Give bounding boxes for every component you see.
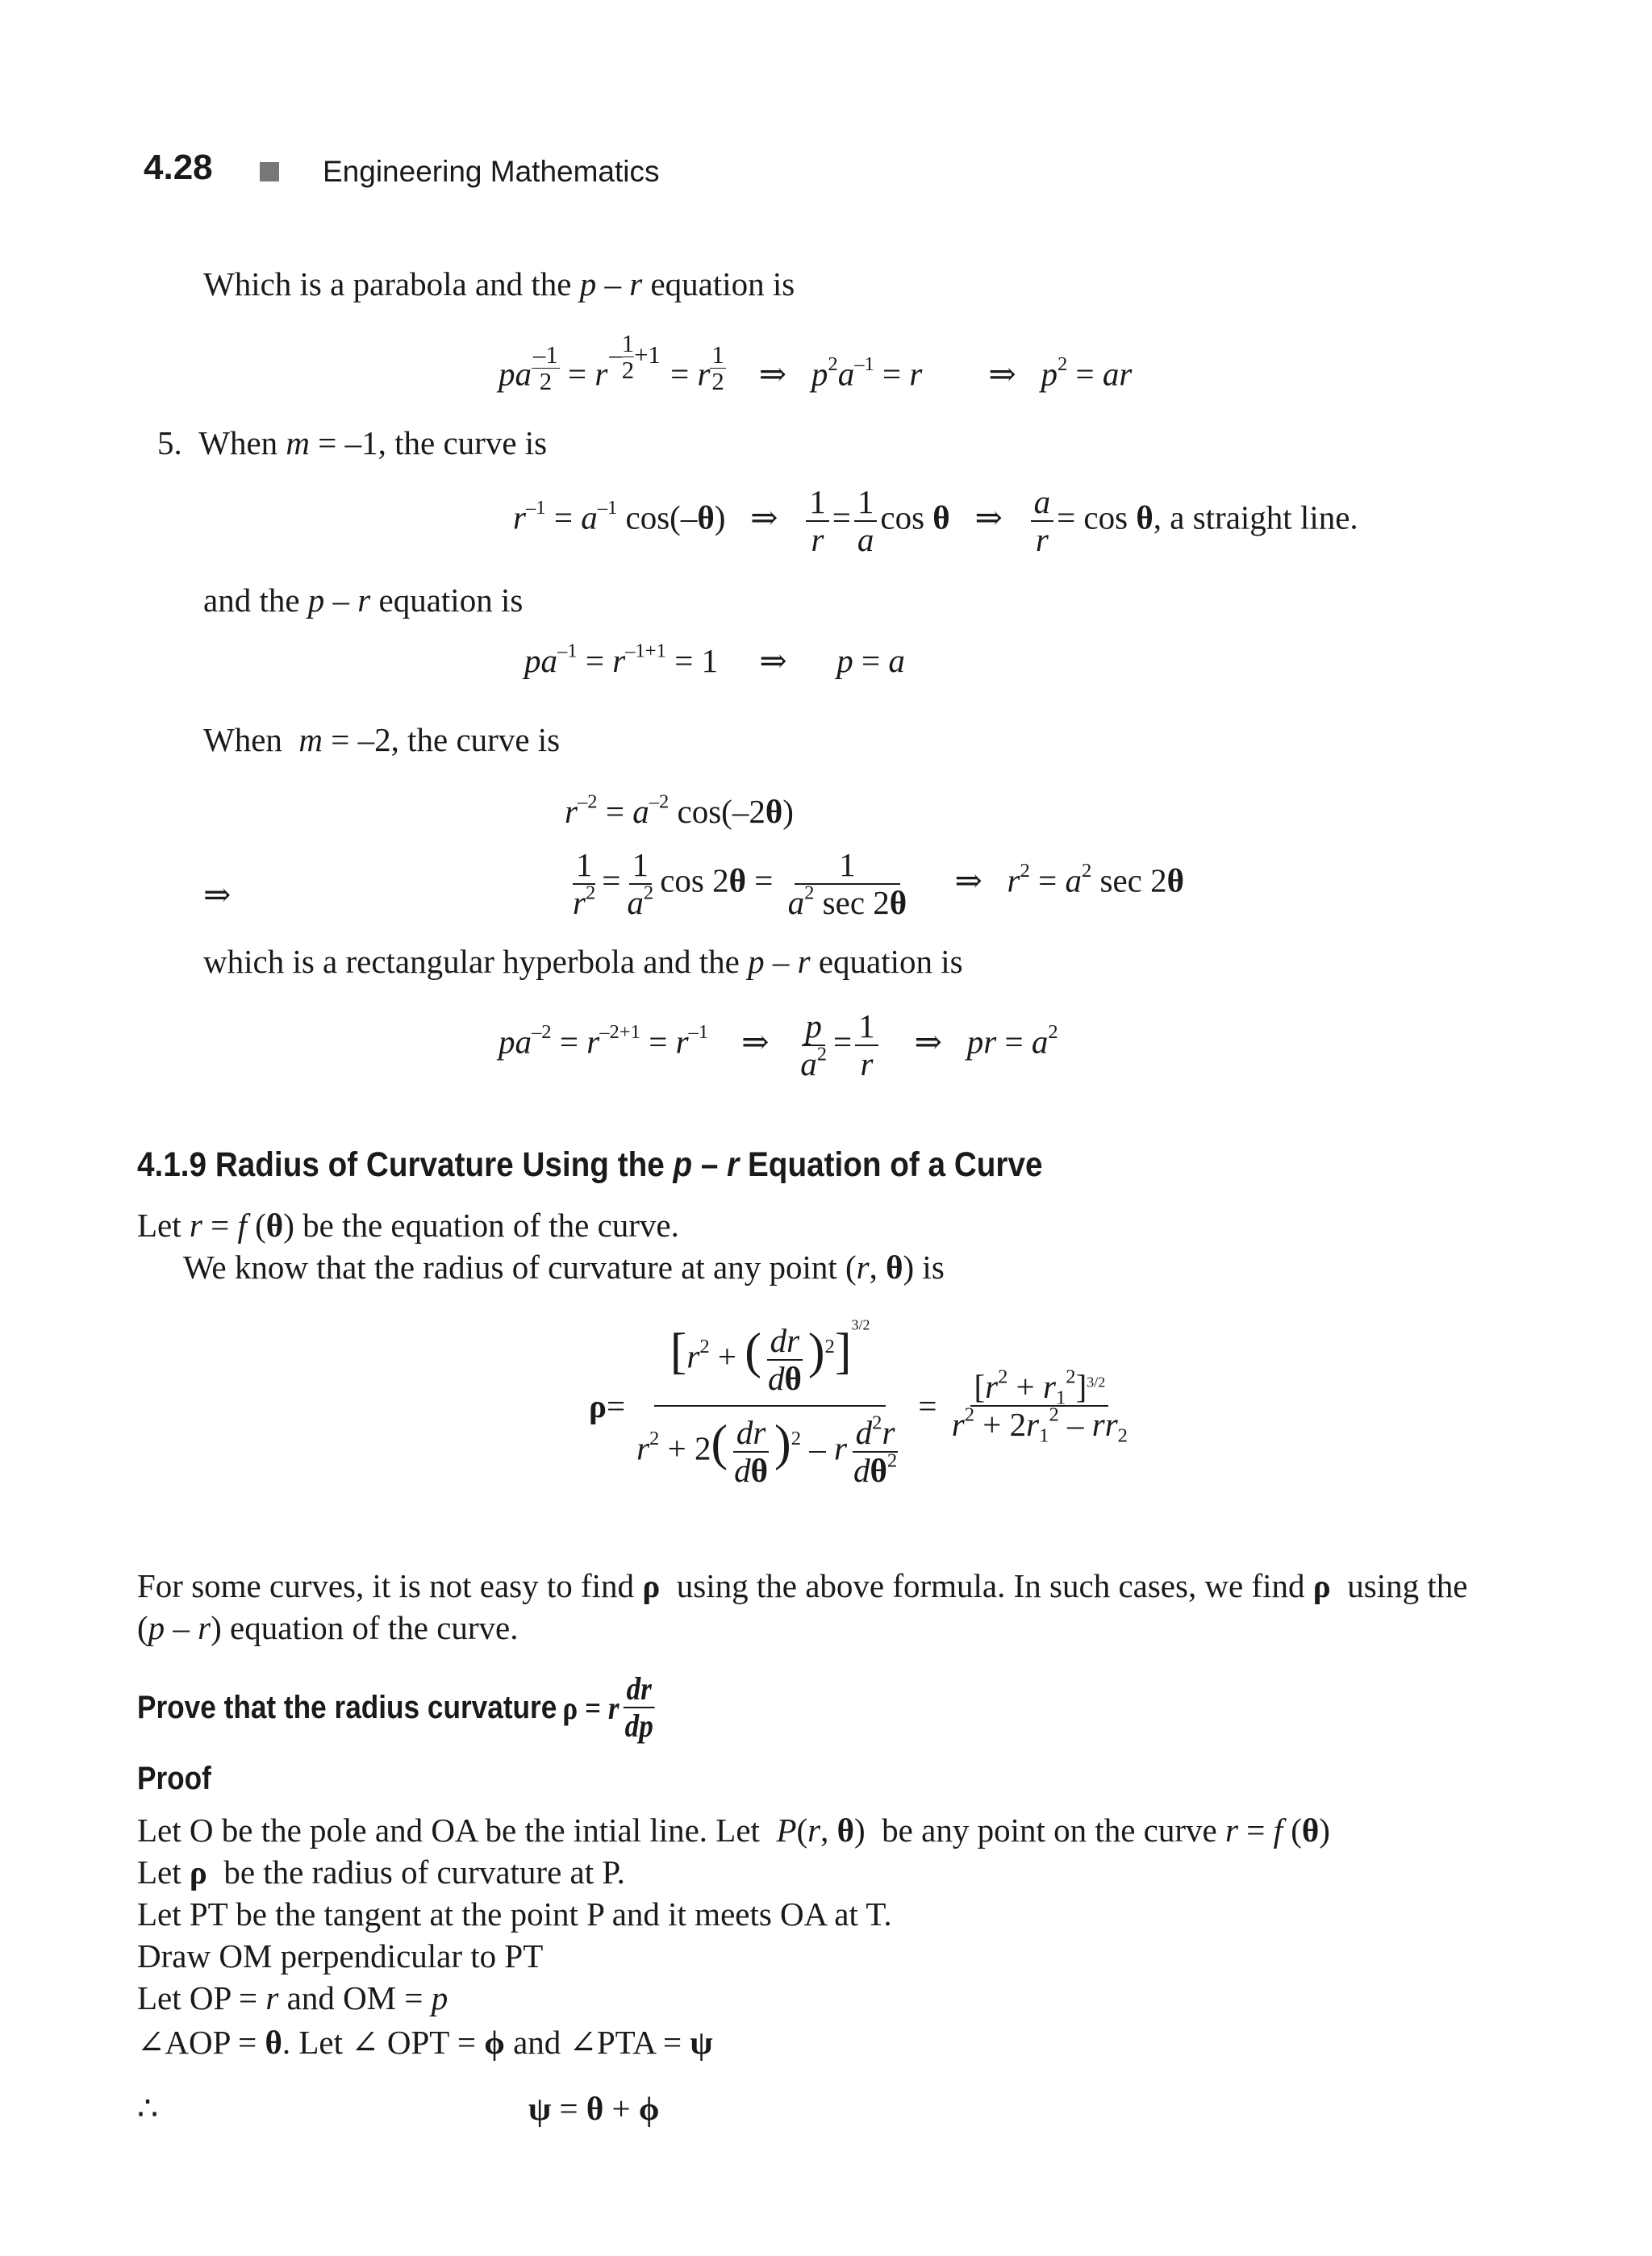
therefore-symbol: ∴ xyxy=(137,2090,159,2127)
psi-equation: ψ = θ + ϕ xyxy=(528,2090,660,2127)
let-r-line: Let r = f (θ) be the equation of the curve. xyxy=(137,1207,679,1244)
header-square-icon xyxy=(260,162,279,181)
book-title: Engineering Mathematics xyxy=(323,155,660,188)
proof-line-4: Draw OM perpendicular to PT xyxy=(137,1937,544,1975)
proof-line-6: ∠AOP = θ. Let ∠ OPT = ϕ and ∠PTA = ψ xyxy=(137,2024,713,2061)
eq-m-neg1-curve: $r^{-1} = a^{-1}$ cos(–θ) ⇒ $\frac{1}{r}$ = $\frac{1}{a}$ cos θ ⇒ $\frac{a}{r}$ = cos θ, a straight line. xyxy=(513,483,1358,559)
parabola-intro: Which is a parabola and the p – r equation is xyxy=(203,265,795,302)
proof-line-1: Let O be the pole and OA be the intial line. Let P(r, θ) be any point on the curve r = f (θ) xyxy=(137,1812,1330,1849)
eq-m-neg2-steps: $\frac{1}{r^2}$ = $\frac{1}{a^2}$ cos 2θ = $\frac{1}{a^2 \sec 2\theta}$ ⇒ $r^2 = a^2$ sec 2θ xyxy=(573,846,1184,922)
hyperbola-intro: which is a rectangular hyperbola and the p – r equation is xyxy=(203,943,963,980)
we-know-line: We know that the radius of curvature at any point (r, θ) is xyxy=(183,1249,945,1286)
eq-m-neg2-pr: $pa^{-2} = r^{-2+1} = r^{-1}$ ⇒ $\frac{p}{a^2}$ = $\frac{1}{r}$ ⇒ pr = $a^2$ xyxy=(499,1007,1058,1083)
pr-intro: and the p – r equation is xyxy=(203,582,524,619)
eq-parabola-pr: pa $\frac{-1}{2}$ = r – $\frac{1}{2}$ +1 = r $\frac{1}{2}$ ⇒ $p^2a^{-1} = r$ ⇒ $p^2$ = ar xyxy=(499,330,1133,396)
section-title: 4.1.9 Radius of Curvature Using the p – r Equation of a Curve xyxy=(137,1145,1043,1184)
proof-line-2: Let ρ be the radius of curvature at P. xyxy=(137,1854,625,1891)
m-neg1-intro: 5. When m = –1, the curve is xyxy=(157,424,548,461)
eq-m-neg2-curve: $r^{-2} = a^{-2}$ cos(–2θ) xyxy=(565,790,794,830)
some-curves-line1: For some curves, it is not easy to find ρ using the above formula. In such cases, we find ρ using the xyxy=(137,1567,1468,1604)
prove-heading: Prove that the radius curvature ρ = r $\frac{dr}{dp}$ xyxy=(137,1670,653,1744)
some-curves-line2: (p – r) equation of the curve. xyxy=(137,1609,519,1646)
straight-line-note: , a straight line. xyxy=(1153,498,1358,536)
implies-symbol: ⇒ xyxy=(203,876,232,913)
rho-formula: ρ = [$r^2$ + ( $\frac{dr}{d\theta}$ )$^2$]$^{3/2}$ $r^2 + 2$( $\frac{dr}{d\theta}$ )$^2$ – r $\frac{d^2r}{d\theta^2}$ = $\frac{[r^2 + r_1^2]^{3/2}}{r^2 + 2r_1^2 - rr_2}$ xyxy=(589,1316,1128,1490)
proof-line-5: Let OP = r and OM = p xyxy=(137,1979,448,2016)
proof-line-3: Let PT be the tangent at the point P and it meets OA at T. xyxy=(137,1895,892,1933)
page-number: 4.28 xyxy=(144,148,213,187)
eq-m-neg1-pr: $pa^{-1} = r^{-1+1} = 1$ ⇒ p = a xyxy=(524,640,905,679)
proof-heading: Proof xyxy=(137,1761,211,1796)
m-neg2-intro: When m = –2, the curve is xyxy=(203,721,561,758)
